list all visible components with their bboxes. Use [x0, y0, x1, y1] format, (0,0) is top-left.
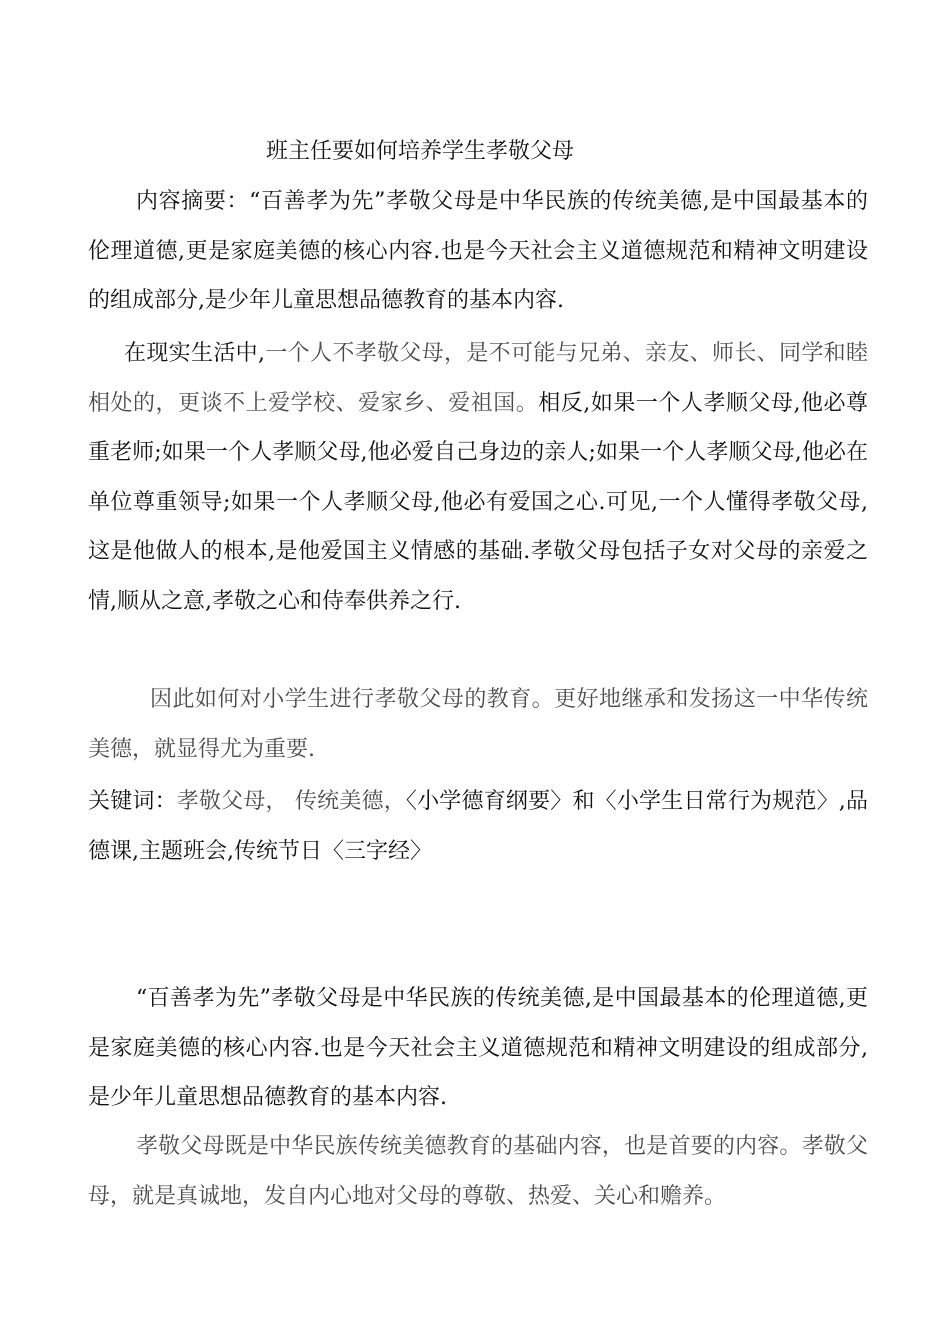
body-paragraph-reality-lead: 在现实生活中,: [124, 341, 265, 366]
keywords-label: 关键词：: [88, 789, 177, 814]
body-paragraph-filial: “百善孝为先”孝敬父母是中华民族的传统美德,是中国最基本的伦理道德,更是家庭美德的核心内容.也是今天社会主义道德规范和精神文明建设的组成部分,是少年儿童思想品德教育的基本内容.: [88, 986, 868, 1110]
keywords-list-grey: 孝敬父母， 传统美德，: [176, 789, 406, 814]
body-paragraph-reality-rest: 相反,如果一个人孝顺父母,他必尊重老师;如果一个人孝顺父母,他必爱自己身边的亲人;如果一个人孝顺父母,他必在单位尊重领导;如果一个人孝顺父母,他必有爱国之心.可见,一个人懂得孝敬父母,这是他做人的根本,是他爱国主义情感的基础.孝敬父母包括子女对父母的亲爱之情,顺从之意,孝敬之心和侍奉供养之行.: [88, 390, 868, 614]
keywords-list-dark: 〈小学德育纲要〉和〈小学生日常行为规范〉,品德课,主题班会,传统节日〈三字经〉: [88, 789, 868, 864]
keywords-paragraph: [88, 777, 868, 876]
body-paragraph-reality: [88, 329, 868, 626]
body-paragraph-therefore: 因此如何对小学生进行孝敬父母的教育。更好地继承和发扬这一中华传统美德，就显得尤为重要.: [88, 687, 868, 762]
body-paragraph-respect: 孝敬父母既是中华民族传统美德教育的基础内容，也是首要的内容。孝敬父母，就是真诚地，发自内心地对父母的尊敬、热爱、关心和赡养。: [88, 1134, 868, 1209]
abstract-paragraph: 内容摘要：“百善孝为先”孝敬父母是中华民族的传统美德,是中国最基本的伦理道德,更是家庭美德的核心内容.也是今天社会主义道德规范和精神文明建设的组成部分,是少年儿童思想品德教育的基本内容.: [88, 189, 868, 313]
document-title: 班主任要如何培养学生孝敬父母: [266, 139, 575, 164]
body-paragraph-reality-grey: 一个人不孝敬父母，是不可能与兄弟、亲友、师长、同学和睦相处的，更谈不上爱学校、爱家乡、爱祖国。: [88, 341, 868, 416]
